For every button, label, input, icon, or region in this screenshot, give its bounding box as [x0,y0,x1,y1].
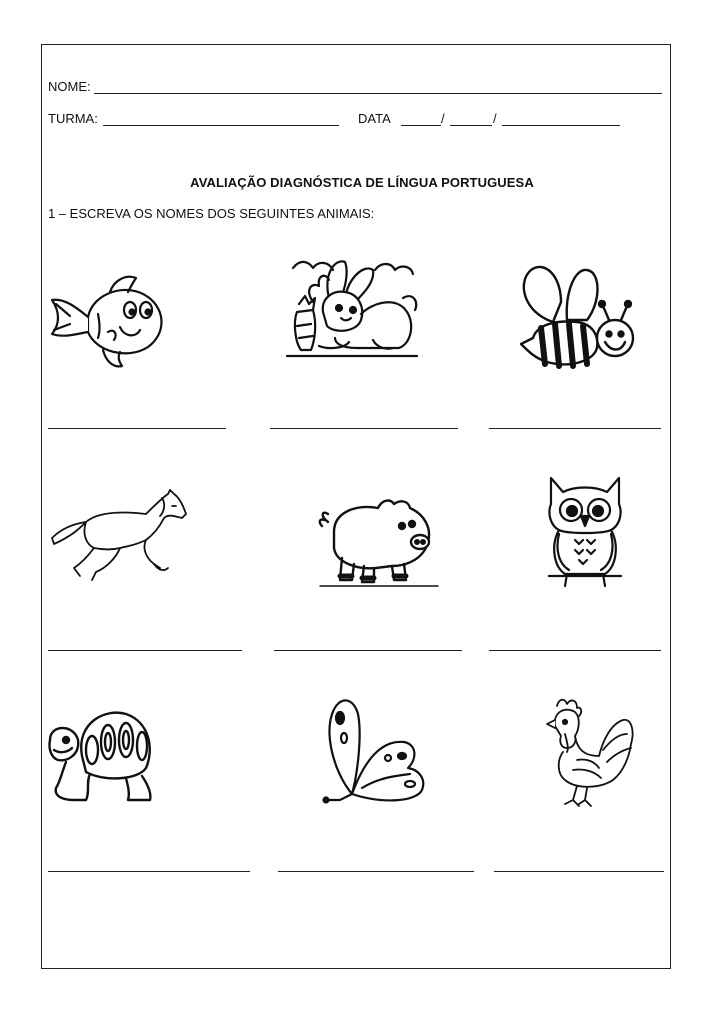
answer-line-turtle[interactable] [48,871,250,872]
answer-line-pig[interactable] [274,650,462,651]
class-label: TURMA: [48,111,98,126]
horse-icon [50,488,190,584]
question-text: 1 – ESCREVA OS NOMES DOS SEGUINTES ANIMAIS: [48,206,375,221]
answer-line-hen[interactable] [494,871,664,872]
answer-line-rabbit[interactable] [270,428,458,429]
fish-icon [48,272,168,370]
date-separator: / [441,111,445,126]
class-field-line[interactable] [103,125,339,126]
answer-line-fish[interactable] [48,428,226,429]
answer-line-owl[interactable] [489,650,661,651]
date-day-line[interactable] [401,125,441,126]
butterfly-icon [322,696,428,808]
owl-icon [545,474,625,590]
name-field-line[interactable] [94,93,662,94]
answer-line-butterfly[interactable] [278,871,474,872]
pig-icon [316,492,440,590]
bee-icon [517,262,637,372]
answer-line-bee[interactable] [489,428,661,429]
date-label: DATA [358,111,391,126]
rabbit-icon [283,252,421,362]
hen-icon [543,696,635,810]
date-year-line[interactable] [502,125,620,126]
answer-line-horse[interactable] [48,650,242,651]
turtle-icon [46,706,156,810]
date-month-line[interactable] [450,125,492,126]
name-label: NOME: [48,79,91,94]
page-title: AVALIAÇÃO DIAGNÓSTICA DE LÍNGUA PORTUGUESA [190,175,534,190]
date-separator: / [493,111,497,126]
